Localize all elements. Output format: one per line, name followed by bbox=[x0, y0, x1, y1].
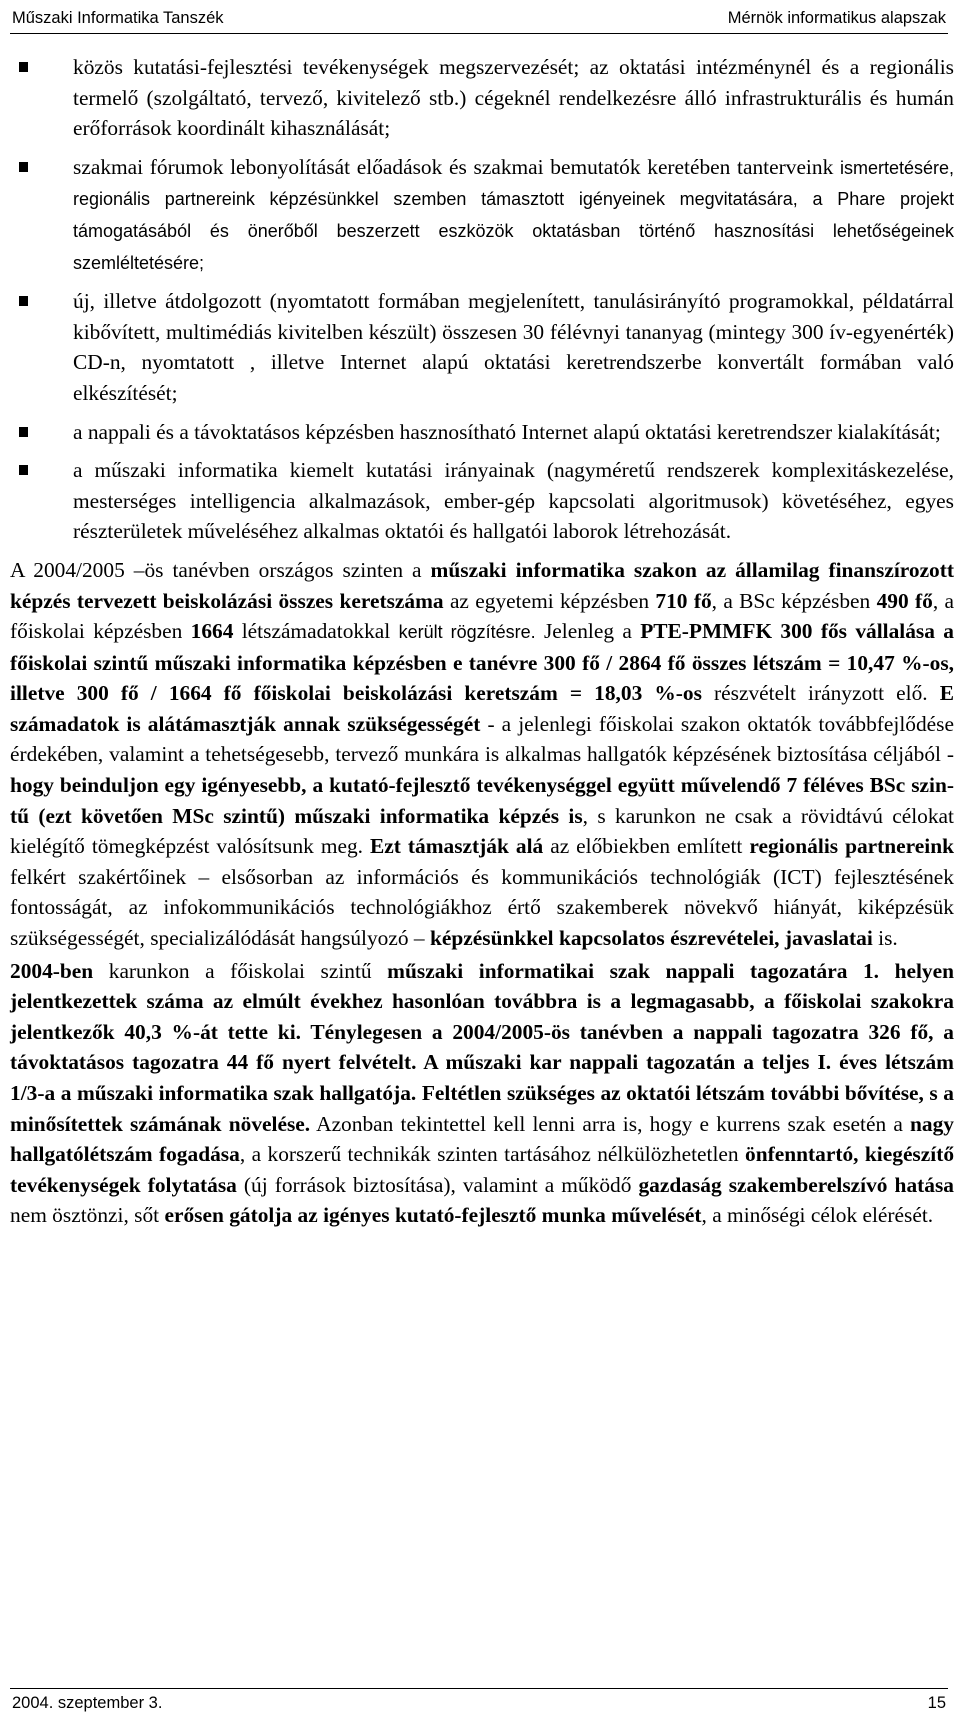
text-run: , a főiskolai képzésben bbox=[10, 588, 954, 644]
text-run: , a BSc képzésben bbox=[711, 588, 877, 613]
text-run: létszámadatokkal bbox=[233, 619, 399, 644]
text-run: Jelenleg a bbox=[535, 619, 641, 644]
bullet-text bbox=[73, 55, 954, 140]
bullet-text bbox=[73, 155, 954, 274]
text-run: felkért szakértőinek – elsősorban az információs és kommunikációs technológiák (ICT) fejlesztésének fontosságát, az infokommunikációs technológiákhoz értő szakemberek növekvő hiányát, kiképzésük szükségességét, specializálódását hangsúlyozó – bbox=[10, 864, 954, 951]
text-run: , s karunkon ne csak a rövidtávú célokat kielégítő tömegképzést valósítsunk meg. bbox=[10, 803, 954, 859]
text-run: részvételt irányzott elő. bbox=[701, 681, 940, 706]
bold-text-run: regionális partnereink bbox=[749, 834, 955, 859]
bold-text-run: PTE-PMMFK 300 fős vállalása a főiskolai szintű műszaki informatika képzésben e tanévre 300 fő / 2864 fő összes létszám = 10,47 %-os, illetve 300 fő / 1664 fő főiskolai beiskolázási keretszám = 18,03 %-os bbox=[10, 619, 954, 706]
text-run: - a jelenlegi főiskolai szakon oktatók továbbfejlődése érdekében, valamint a tehetségesebb, tervező munkára is alkalmas hallgatók képzésének biztosítása céljából - bbox=[10, 711, 954, 767]
bold-text-run: 490 fő bbox=[876, 588, 933, 613]
header-department: Műszaki Informatika Tanszék bbox=[12, 9, 224, 27]
bold-text-run: erősen gátolja az igényes kutató-fejlesztő munka művelését bbox=[164, 1203, 702, 1228]
bullet-square-icon bbox=[19, 427, 28, 437]
bullet-text bbox=[73, 420, 941, 444]
bullet-item bbox=[73, 52, 954, 144]
text-run: közös kutatási-fejlesztési tevékenységek megszervezését; az oktatási intézménynél és a regionális termelő (szolgáltató, tervező, kivitelező stb.) cégeknél rendelkezésre álló infrastrukturális és humán erőforrások koordinált kihasználását; bbox=[73, 55, 954, 141]
text-run: Azonban tekintettel kell lenni arra is, hogy e kurrens szak esetén a bbox=[310, 1111, 910, 1136]
paragraph-2004-applicants bbox=[10, 956, 954, 1231]
text-run: , a minőségi célok elérését. bbox=[701, 1203, 934, 1228]
bullet-square-icon bbox=[19, 465, 28, 475]
bullet-square-icon bbox=[19, 162, 28, 172]
bold-text-run: hogy beinduljon egy igényesebb, a kutató-fejlesztő tevékenységgel együtt művelendő 7 féléves BSc szintű (ezt követően MSc szintű) műszaki informatika képzés is bbox=[10, 773, 954, 828]
page-footer bbox=[0, 1688, 960, 1723]
text-run: a műszaki informatika kiemelt kutatási irányainak (nagyméretű rendszerek komplexitáskezelése, mesterséges intelligencia alkalmazások, ember-gép kapcsolati algoritmusok) követéséhez, egyes részterületek műveléséhez alkalmas oktatói és hallgatói laborok létrehozását. bbox=[73, 458, 954, 544]
bullet-square-icon bbox=[19, 296, 28, 306]
bold-text-run: gazdaság szakemberelszívó hatása bbox=[638, 1172, 954, 1197]
text-run: (új források biztosítása), valamint a működő bbox=[236, 1172, 639, 1197]
footer-rule bbox=[10, 1688, 948, 1689]
text-run: az egyetemi képzésben bbox=[443, 588, 656, 613]
text-run: A 2004/2005 –ös tanévben országos szinten a bbox=[10, 557, 431, 582]
text-run: karunkon a főiskolai szintű bbox=[93, 958, 388, 983]
bold-text-run: 2004-ben bbox=[10, 958, 94, 983]
bold-text-run: Ezt támasztják alá bbox=[370, 834, 544, 859]
bullet-list bbox=[10, 52, 954, 547]
text-run: az előbiekben említett bbox=[543, 834, 750, 859]
paragraph-enrollment-quota bbox=[10, 555, 954, 954]
header-program: Mérnök informatikus alapszak bbox=[727, 9, 946, 27]
page-number: 15 bbox=[927, 1694, 946, 1712]
text-run: új, illetve átdolgozott (nyomtatott formában megjelenített, tanulásirányító programokkal, példatárral kibővített, multimédiás kivitelben készült) összesen 30 félévnyi tananyag (mintegy 300 ív-egyenérték) CD-n, nyomtatott , illetve Internet alapú oktatási keretrendszerbe konvertált formában való elkészítését; bbox=[73, 289, 954, 405]
bold-text-run: 710 fő bbox=[655, 588, 712, 613]
bullet-square-icon bbox=[19, 62, 28, 72]
header-rule bbox=[10, 33, 948, 34]
bullet-item bbox=[73, 286, 954, 408]
text-run: szakmai fórumok lebonyolítását előadások és szakmai bemutatók keretében tanterveink bbox=[73, 154, 840, 179]
text-run: került rögzítésre. bbox=[398, 622, 536, 643]
bullet-text bbox=[73, 458, 954, 543]
footer-date: 2004. szeptember 3. bbox=[12, 1694, 163, 1712]
page-header bbox=[0, 0, 960, 34]
text-run: ismertetésére, regionális partnereink képzésünkkel szemben támasztott igényeinek megvitatására, a Phare projekt támogatásából és önerőből beszerzett eszközök oktatásban történő hasznosítási lehetőségeinek szemléltetésére; bbox=[73, 157, 954, 273]
bullet-item bbox=[73, 417, 954, 448]
bold-text-run: műszaki informatikai szak nappali tagozatára 1. helyen jelentkezettek száma az elmúlt évekhez hasonlóan továbbra is a legmagasabb, a főiskolai szakokra jelentkezők 40,3 %-át tette ki. Ténylegesen a 2004/2005-ös tanévben a nappali tagozatra 326 fő, a távoktatásos tagozatra 44 fő nyert felvételt. A műszaki kar nappali tagozatán a teljes I. éves létszám 1/3-a a műszaki informatika szak hallgatója. Feltétlen szükséges az oktatói létszám további bővítése, s a minősítettek számának növelése. bbox=[10, 958, 954, 1136]
bold-text-run: képzésünkkel kapcsolatos észrevételei, javaslatai bbox=[429, 926, 873, 951]
bold-text-run: E számadatok is alátámasztják annak szükségességét bbox=[10, 681, 954, 736]
text-run: nem ösztönzi, sőt bbox=[10, 1203, 165, 1228]
text-run: a nappali és a távoktatásos képzésben hasznosítható Internet alapú oktatási keretrendszer kialakítását; bbox=[73, 419, 941, 444]
bold-text-run: műszaki informatika szakon az államilag finanszírozott képzés tervezett beiskolázási összes keretszáma bbox=[10, 557, 954, 613]
text-run: , a korszerű technikák szinten tartásához nélkülözhetetlen bbox=[239, 1142, 746, 1167]
bullet-item bbox=[73, 455, 954, 547]
bold-text-run: nagy hallgatólétszám fogadása bbox=[10, 1111, 954, 1167]
bold-text-run: önfenntartó, kiegészítő tevékenységek folytatása bbox=[10, 1142, 955, 1197]
bullet-text bbox=[73, 289, 954, 405]
text-run: is. bbox=[872, 926, 898, 951]
bold-text-run: 1664 bbox=[190, 619, 234, 644]
bullet-item bbox=[73, 152, 954, 278]
document-body bbox=[10, 52, 954, 1231]
